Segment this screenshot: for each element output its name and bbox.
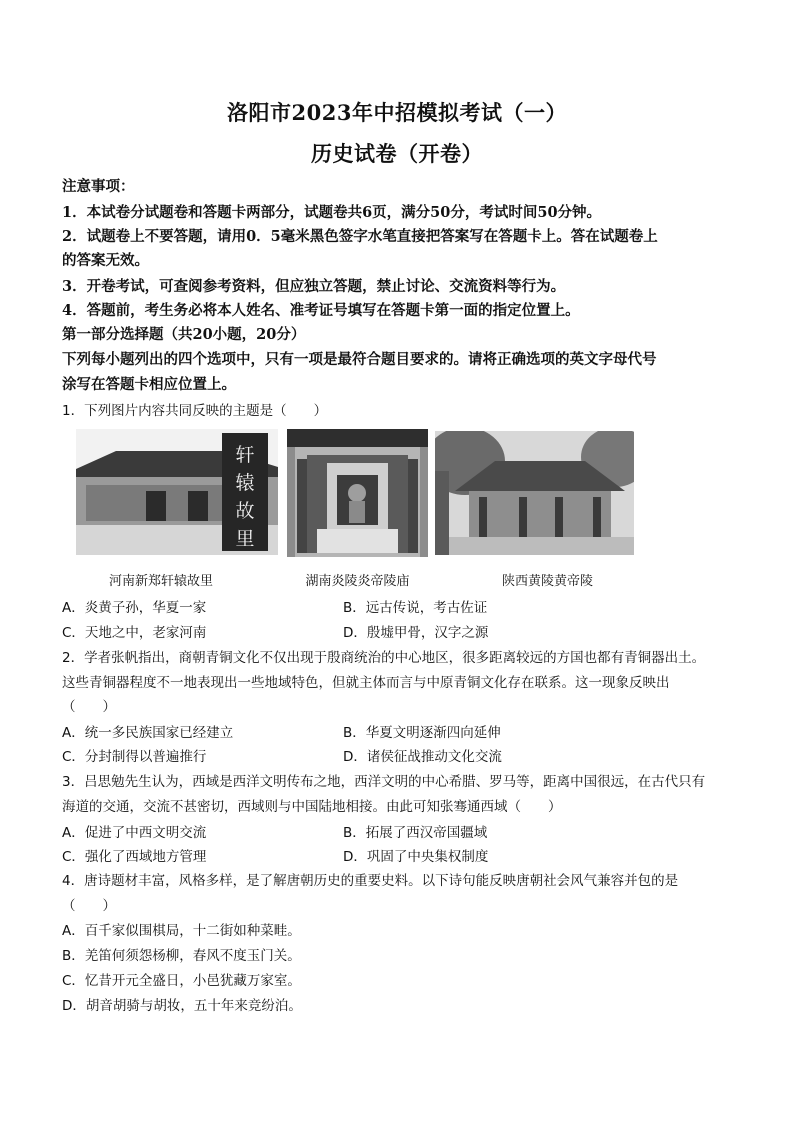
- question-4-stem: 4．唐诗题材丰富，风格多样，是了解唐朝历史的重要史料。以下诗句能反映唐朝社会风气兼容并包的是: [62, 873, 679, 889]
- section-heading: 第一部分选择题（共20小题，20分）: [62, 326, 306, 343]
- section-instruction: 涂写在答题卡相应位置上。: [62, 376, 236, 393]
- option-d: D．诸侯征战推动文化交流: [343, 749, 502, 765]
- exam-subtitle: 历史试卷（开卷）: [311, 141, 483, 166]
- photo-xuanyuan-hometown: [76, 429, 278, 555]
- sign-char: 辕: [235, 472, 255, 494]
- option-d: D．殷墟甲骨，汉字之源: [343, 625, 489, 641]
- option-b: B．华夏文明逐渐四向延伸: [343, 725, 501, 741]
- question-4-stem: （ ）: [62, 898, 116, 914]
- caption-huangdi: 陕西黄陵黄帝陵: [501, 574, 593, 589]
- option-b: B．远古传说，考古佐证: [343, 600, 488, 616]
- photo-huangdi-mausoleum: [435, 431, 634, 555]
- section-instruction: 下列每小题列出的四个选项中，只有一项是最符合题目要求的。请将正确选项的英文字母代号: [62, 351, 657, 368]
- option-d: D．巩固了中央集权制度: [343, 849, 489, 865]
- option-b: B．拓展了西汉帝国疆域: [343, 825, 488, 841]
- notes-heading: 注意事项：: [62, 178, 135, 195]
- question-2-stem: 2．学者张帆指出，商朝青铜文化不仅出现于殷商统治的中心地区，很多距离较远的方国也都有青铜器出土。: [62, 650, 706, 666]
- question-1-stem: 1．下列图片内容共同反映的主题是（ ）: [62, 403, 328, 419]
- sign-char: 里: [235, 528, 255, 550]
- question-2-stem: （ ）: [62, 699, 116, 715]
- option-a: A．统一多民族国家已经建立: [62, 725, 234, 741]
- note-item: 的答案无效。: [62, 252, 149, 269]
- option-c: C．忆昔开元全盛日，小邑犹藏万家室。: [62, 973, 301, 989]
- option-a: A．炎黄子孙，华夏一家: [62, 600, 207, 616]
- exam-title: 洛阳市2023年中招模拟考试（一）: [227, 100, 567, 125]
- note-item: 1．本试卷分试题卷和答题卡两部分，试题卷共6页，满分50分，考试时间50分钟。: [62, 204, 602, 221]
- note-item: 4．答题前，考生务必将本人姓名、准考证号填写在答题卡第一面的指定位置上。: [62, 302, 580, 319]
- sign-char: 故: [235, 500, 255, 522]
- note-item: 2．试题卷上不要答题，请用0．5毫米黑色签字水笔直接把答案写在答题卡上。答在试题卷上: [62, 228, 658, 245]
- option-c: C．天地之中，老家河南: [62, 625, 207, 641]
- option-a: A．百千家似围棋局，十二街如种菜畦。: [62, 923, 301, 939]
- note-item: 3．开卷考试，可查阅参考资料，但应独立答题，禁止讨论、交流资料等行为。: [62, 278, 566, 295]
- photo-yandi-temple: [287, 429, 428, 557]
- option-b: B．羌笛何须怨杨柳，春风不度玉门关。: [62, 948, 301, 964]
- caption-yandi: 湖南炎陵炎帝陵庙: [305, 574, 410, 589]
- sign-char: 轩: [235, 444, 255, 466]
- question-3-stem: 3．吕思勉先生认为，西域是西洋文明传布之地，西洋文明的中心希腊、罗马等，距离中国很远，在古代只有: [62, 774, 706, 790]
- option-c: C．分封制得以普遍推行: [62, 749, 207, 765]
- caption-xuanyuan: 河南新郑轩辕故里: [108, 574, 213, 589]
- option-d: D．胡音胡骑与胡妆，五十年来竞纷泊。: [62, 998, 302, 1014]
- question-3-stem: 海道的交通，交流不甚密切，西域则与中国陆地相接。由此可知张骞通西域（ ）: [62, 799, 562, 815]
- question-2-stem: 这些青铜器程度不一地表现出一些地域特色，但就主体而言与中原青铜文化存在联系。这一现象反映出: [62, 675, 670, 691]
- option-c: C．强化了西域地方管理: [62, 849, 207, 865]
- option-a: A．促进了中西文明交流: [62, 825, 207, 841]
